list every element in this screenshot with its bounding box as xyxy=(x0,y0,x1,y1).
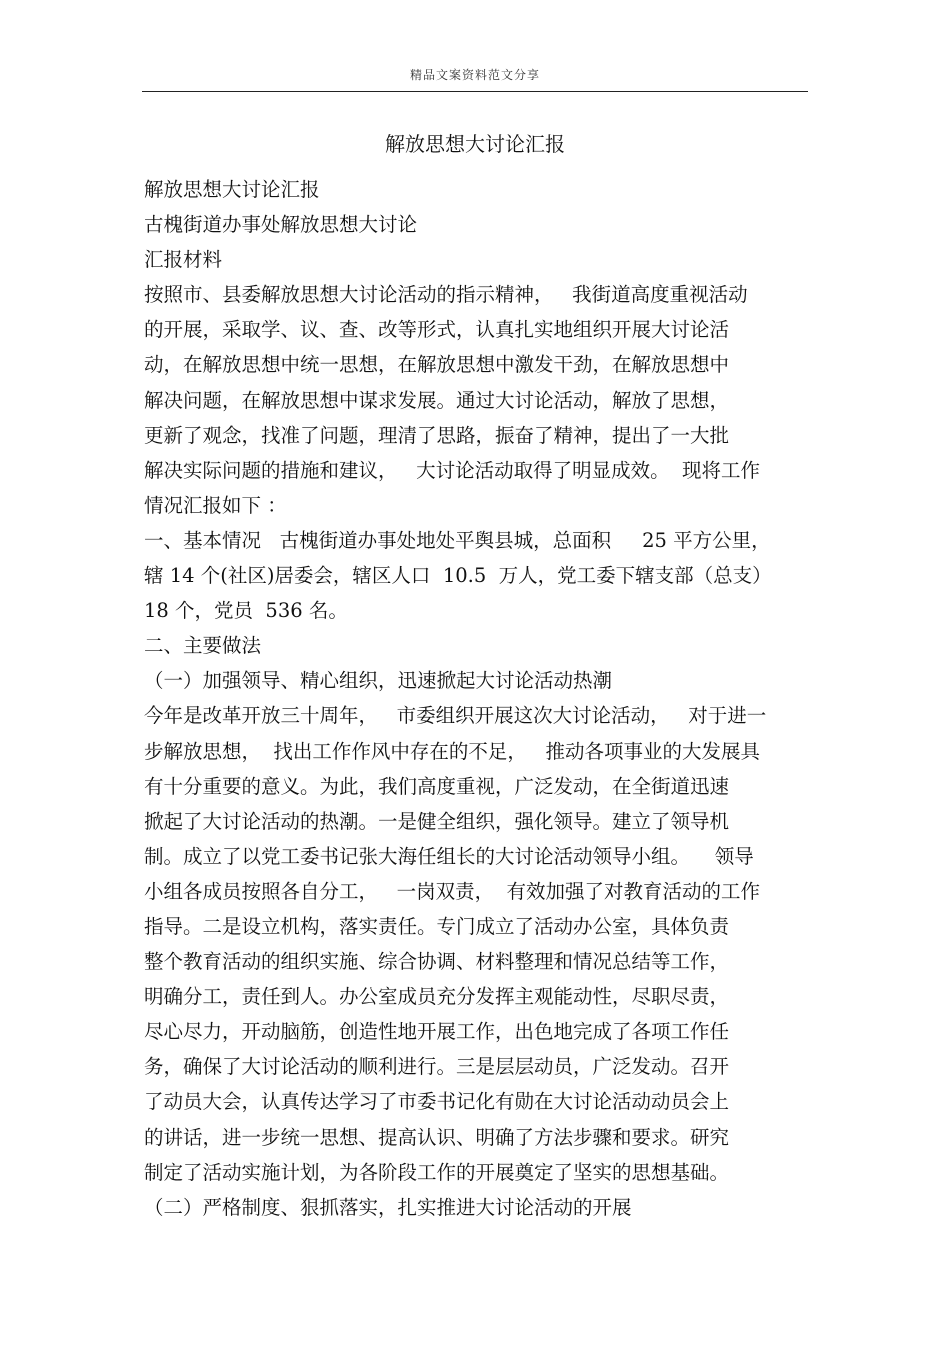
body-line: 动，在解放思想中统一思想，在解放思想中激发干劲，在解放思想中 xyxy=(144,353,730,377)
body-line: 按照市、县委解放思想大讨论活动的指示精神， 我街道高度重视活动 xyxy=(144,283,748,307)
body-line: 解放思想大讨论汇报 xyxy=(144,178,320,201)
body-line: 辖 14 个(社区)居委会，辖区人口 10.5 万人，党工委下辖支部（总支） xyxy=(144,564,772,588)
body-line: 整个教育活动的组织实施、综合协调、材料整理和情况总结等工作， xyxy=(144,950,730,974)
body-line: 步解放思想， 找出工作作风中存在的不足， 推动各项事业的大发展具 xyxy=(144,739,760,763)
body-line: 了动员大会，认真传达学习了市委书记化有勋在大讨论活动动员会上 xyxy=(144,1090,730,1114)
subsection-heading: （一）加强领导、精心组织，迅速掀起大讨论活动热潮 xyxy=(144,669,613,693)
header-divider xyxy=(142,91,808,92)
body-line: 古槐街道办事处解放思想大讨论 xyxy=(144,213,418,237)
body-line: 务，确保了大讨论活动的顺利进行。三是层层动员，广泛发动。召开 xyxy=(144,1055,730,1079)
body-line: 小组各成员按照各自分工， 一岗双责， 有效加强了对教育活动的工作 xyxy=(144,879,760,903)
body-line: 制。成立了以党工委书记张大海任组长的大讨论活动领导小组。 领导 xyxy=(144,844,754,868)
body-line: 情况汇报如下 ： xyxy=(144,493,287,517)
document-body xyxy=(144,172,844,1225)
document-title: 解放思想大讨论汇报 xyxy=(385,132,565,156)
body-line: 明确分工，责任到人。办公室成员充分发挥主观能动性，尽职尽责， xyxy=(144,985,730,1009)
body-line: 的开展，采取学、议、查、改等形式，认真扎实地组织开展大讨论活 xyxy=(144,318,730,342)
body-line: 有十分重要的意义。为此，我们高度重视，广泛发动，在全街道迅速 xyxy=(144,774,730,798)
body-line: 制定了活动实施计划，为各阶段工作的开展奠定了坚实的思想基础。 xyxy=(144,1160,730,1184)
body-line: 解决问题，在解放思想中谋求发展。通过大讨论活动，解放了思想， xyxy=(144,388,730,412)
body-line: 的讲话，进一步统一思想、提高认识、明确了方法步骤和要求。研究 xyxy=(144,1125,730,1149)
section-heading: 二、主要做法 xyxy=(144,634,262,658)
body-line: 18 个，党员 536 名。 xyxy=(144,599,348,623)
body-line: 指导。二是设立机构，落实责任。专门成立了活动办公室，具体负责 xyxy=(144,914,730,938)
body-line: 尽心尽力，开动脑筋，创造性地开展工作，出色地完成了各项工作任 xyxy=(144,1020,730,1044)
body-line: 一、基本情况 古槐街道办事处地处平舆县城，总面积 25 平方公里， xyxy=(144,528,771,552)
subsection-heading: （二）严格制度、狠抓落实，扎实推进大讨论活动的开展 xyxy=(144,1195,632,1219)
body-line: 解决实际问题的措施和建议， 大讨论活动取得了明显成效。 现将工作 xyxy=(144,458,760,482)
body-line: 汇报材料 xyxy=(144,248,223,272)
body-line: 更新了观念，找准了问题，理清了思路，振奋了精神，提出了一大批 xyxy=(144,423,730,447)
body-line: 今年是改革开放三十周年， 市委组织开展这次大讨论活动， 对于进一 xyxy=(144,704,767,728)
page-header: 精品文案资料范文分享 xyxy=(409,68,540,82)
body-line: 掀起了大讨论活动的热潮。一是健全组织，强化领导。建立了领导机 xyxy=(144,809,730,833)
